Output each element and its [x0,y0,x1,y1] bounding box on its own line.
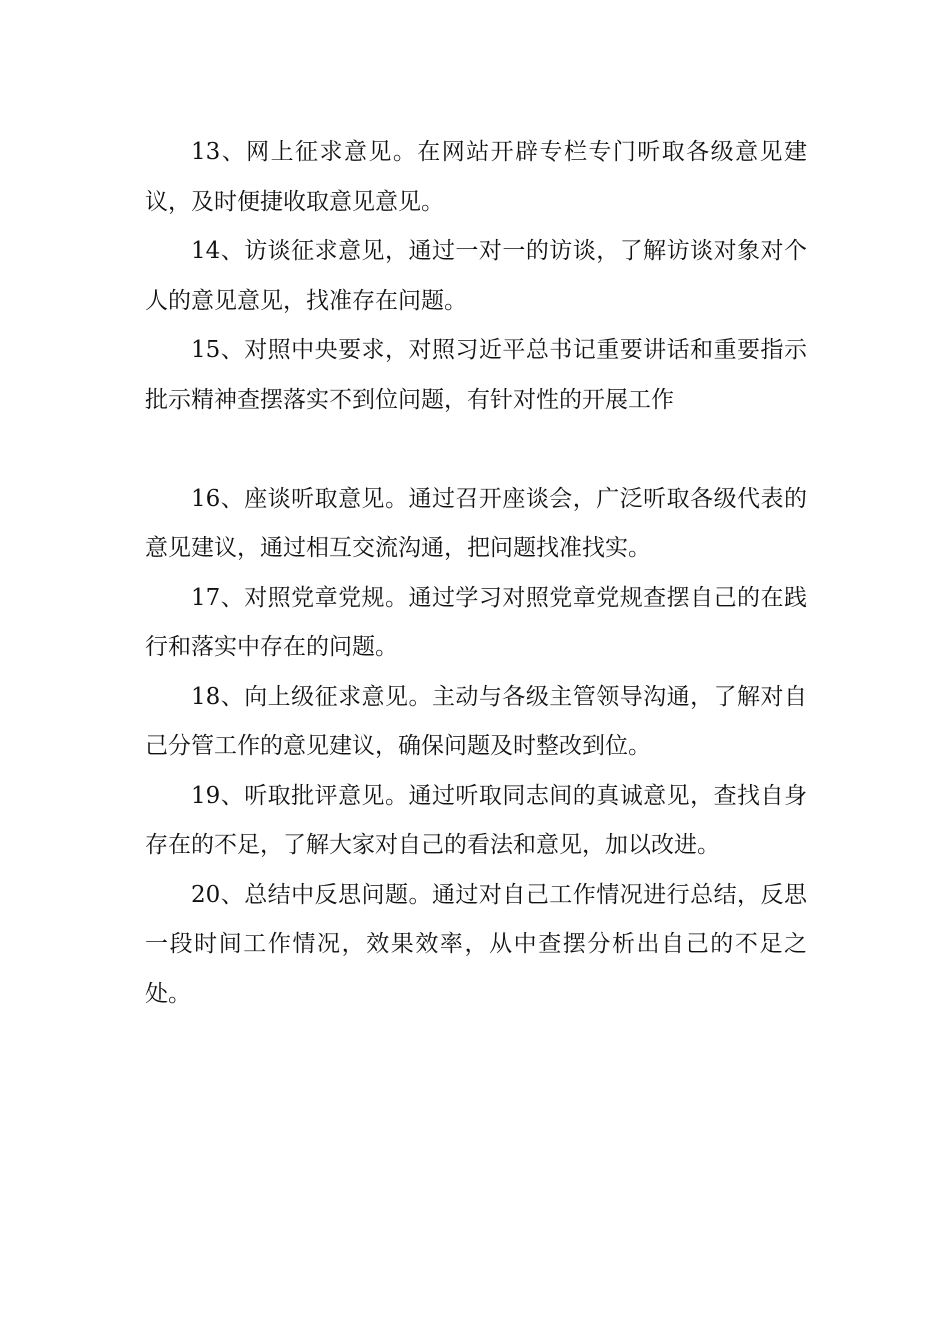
paragraph-19: 19、听取批评意见。通过听取同志间的真诚意见，查找自身存在的不足，了解大家对自己的看法和意见，加以改进。 [145,782,807,858]
document-body [145,128,807,1019]
paragraph-18: 18、向上级征求意见。主动与各级主管领导沟通，了解对自己分管工作的意见建议，确保问题及时整改到位。 [145,683,807,759]
paragraph-15: 15、对照中央要求，对照习近平总书记重要讲话和重要指示批示精神查摆落实不到位问题，有针对性的开展工作 [145,337,807,413]
paragraph-13: 13、网上征求意见。在网站开辟专栏专门听取各级意见建议，及时便捷收取意见意见。 [145,139,807,215]
paragraph-16: 16、座谈听取意见。通过召开座谈会，广泛听取各级代表的意见建议，通过相互交流沟通，把问题找准找实。 [145,485,807,561]
paragraph-17: 17、对照党章党规。通过学习对照党章党规查摆自己的在践行和落实中存在的问题。 [145,584,807,660]
paragraph-14: 14、访谈征求意见，通过一对一的访谈，了解访谈对象对个人的意见意见，找准存在问题。 [145,238,807,314]
paragraph-20: 20、总结中反思问题。通过对自己工作情况进行总结，反思一段时间工作情况，效果效率，从中查摆分析出自己的不足之处。 [145,881,807,1007]
